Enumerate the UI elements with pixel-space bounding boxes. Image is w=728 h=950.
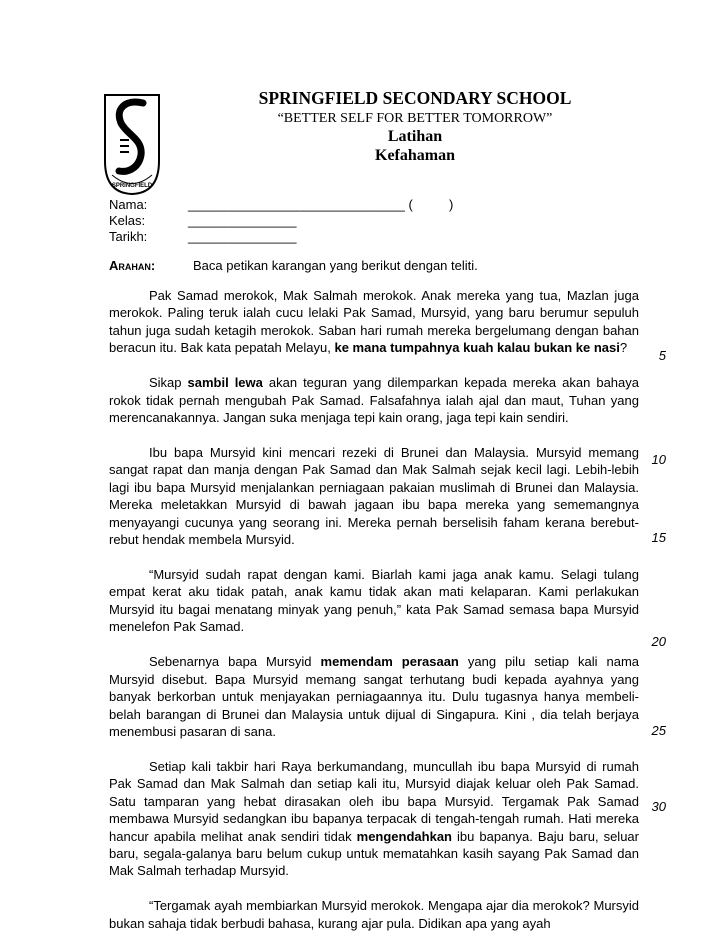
passage (109, 287, 639, 950)
kelas-label: Kelas: (109, 213, 146, 228)
school-logo (103, 93, 161, 196)
instruction-text: Baca petikan karangan yang berikut dengan teliti. (193, 258, 478, 273)
paragraph-2: Sikap sambil lewa akan teguran yang dilemparkan kepada mereka akan bahaya rokok tidak pernah mengubah Pak Samad. Falsafahnya ialah ajal dan maut, Tuhan yang merencanakannya. Jangan suka menjaga tepi kain orang, jaga tepi kain sendiri. (109, 375, 639, 426)
paragraph-3: Ibu bapa Mursyid kini mencari rezeki di Brunei dan Malaysia. Mursyid memang sangat rapat dan manja dengan Pak Samad dan Mak Salmah sejak kecil lagi. Lebih-lebih lagi ibu bapa Mursyid menjalankan perniagaan pakaian muslimah di Brunei dan Malaysia. Mereka meletakkan Mursyid di bawah jagaan ibu bapa mereka yang sememangnya menyayangi cucunya yang seorang ini. Mereka pernah berselisih faham kerana berebut-rebut hendak membela Mursyid. (109, 445, 639, 548)
paragraph-6: Setiap kali takbir hari Raya berkumandang, muncullah ibu bapa Mursyid di rumah Pak Samad dan Mak Salmah dan setiap kali itu, Mursyid diajak keluar oleh Pak Samad. Satu tamparan yang hebat dirasakan oleh ibu bapa Mursyid. Tergamak Pak Samad membawa Mursyid sedangkan ibu bapanya terpacak di tengah-tengah rumah. Hati mereka hancur apabila melihat anak sendiri tidak mengendahkan ibu bapanya. Baju baru, seluar baru, segala-galanya baru belum cukup untuk mematahkan kasih sayang Pak Samad dan Mak Salmah terhadap Mursyid. (109, 758, 639, 879)
highlight-memendam-perasaan: memendam perasaan (320, 654, 459, 670)
instruction-label: Arahan: (109, 258, 156, 273)
tarikh-label: Tarikh: (109, 229, 148, 244)
line-number: 5 (658, 348, 666, 363)
paragraph-4: “Mursyid sudah rapat dengan kami. Biarlah kami jaga anak kamu. Selagi tulang empat kerat aku tidak patah, anak kamu tidak akan mati kelaparan. Kami perlakukan Mursyid itu bagai menatang minyak yang penuh,” kata Pak Samad semasa bapa Mursyid menelefon Pak Samad. (109, 567, 639, 635)
tarikh-blank[interactable]: _______________ (188, 229, 297, 244)
line-number: 25 (651, 723, 666, 738)
line-number: 15 (651, 530, 666, 545)
paragraph-7: “Tergamak ayah membiarkan Mursyid merokok. Mengapa ajar dia merokok? Mursyid bukan sahaja tidak berbudi bahasa, kurang ajar pula. Didikan apa yang ayah (109, 898, 639, 931)
instruction (109, 258, 478, 273)
line-number: 10 (651, 452, 666, 467)
line-number: 30 (651, 799, 666, 814)
line-number: 20 (651, 634, 666, 649)
school-motto: “BETTER SELF FOR BETTER TOMORROW” (277, 111, 553, 126)
highlight-peribahasa: ke mana tumpahnya kuah kalau bukan ke nasi (334, 340, 620, 356)
kelas-blank[interactable]: _______________ (188, 213, 297, 228)
nama-blank[interactable]: ______________________________ ( ) (188, 197, 454, 212)
paragraph-5: Sebenarnya bapa Mursyid memendam perasaan yang pilu setiap kali nama Mursyid disebut. Bapa Mursyid memang sangat terhutang budi kepada ayahnya yang banyak berkorban untuk menjayakan perniagaannya itu. Dulu tugasnya hanya membeli-belah barangan di Brunei dan Malaysia untuk dijual di Singapura. Kini , dia telah berjaya menembusi pasaran di sana. (109, 654, 640, 739)
worksheet-subtitle: Kefahaman (375, 147, 455, 164)
school-name: SPRINGFIELD SECONDARY SCHOOL (258, 88, 572, 108)
highlight-sambil-lewa: sambil lewa (187, 375, 263, 391)
highlight-mengendahkan: mengendahkan (356, 828, 452, 844)
logo-text: SPRINGFIELD (111, 183, 153, 189)
nama-label: Nama: (109, 197, 148, 212)
worksheet-title: Latihan (387, 128, 443, 145)
paragraph-1: Pak Samad merokok, Mak Salmah merokok. Anak mereka yang tua, Mazlan juga merokok. Paling teruk ialah cucu lelaki Pak Samad, Mursyid, yang baru berumur sepuluh tahun juga sudah ketagih merokok. Saban hari rumah mereka bergelumang dengan bahan beracun itu. Bak kata pepatah Melayu, ke mana tumpahnya kuah kalau bukan ke nasi? (109, 288, 639, 356)
